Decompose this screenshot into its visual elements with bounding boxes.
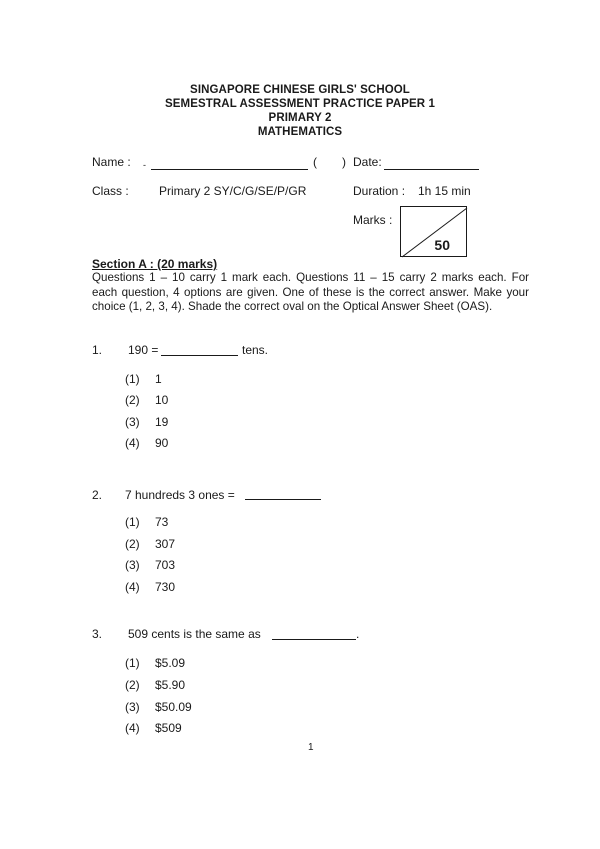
register-open-paren: (: [313, 155, 317, 169]
q1-option-3-label: (3): [125, 415, 140, 429]
question-2-blank: [245, 499, 321, 500]
name-blank: [151, 169, 308, 170]
q2-option-2-label: (2): [125, 537, 140, 551]
name-label: Name :: [92, 155, 131, 169]
question-1-stem-end: tens.: [242, 343, 269, 357]
duration-value: 1h 15 min: [418, 184, 471, 198]
marks-total: 50: [434, 237, 450, 253]
marks-label: Marks :: [353, 213, 393, 227]
q1-option-4-text: 90: [155, 436, 169, 450]
q3-option-3-text: $50.09: [155, 700, 192, 714]
section-instructions: Questions 1 – 10 carry 1 mark each. Questions 11 – 15 carry 2 marks each. For each question, 4 options are given. One of these is the correct answer. Make your choice (1, 2, 3, 4). Shade the correct oval on the Optical Answer Sheet (OAS).: [92, 271, 529, 314]
duration-label: Duration :: [353, 184, 406, 198]
q2-option-3-text: 703: [155, 558, 176, 572]
subject-title: MATHEMATICS: [257, 126, 343, 138]
q2-option-1-text: 73: [155, 515, 169, 529]
q2-option-4-text: 730: [155, 580, 176, 594]
q3-option-2-text: $5.90: [155, 678, 186, 692]
question-1-blank: [161, 355, 238, 356]
q2-option-2-text: 307: [155, 537, 176, 551]
q2-option-3-label: (3): [125, 558, 140, 572]
school-name: SINGAPORE CHINESE GIRLS' SCHOOL: [190, 84, 410, 96]
q1-option-2-label: (2): [125, 393, 140, 407]
q1-option-3-text: 19: [155, 415, 169, 429]
date-label: Date:: [353, 155, 382, 169]
question-3-stem: 509 cents is the same as: [128, 627, 261, 641]
q1-option-1-text: 1: [155, 372, 162, 386]
question-1-number: 1.: [92, 343, 103, 357]
class-value: Primary 2 SY/C/G/SE/P/GR: [159, 184, 307, 198]
register-close-paren: ): [342, 155, 346, 169]
q3-option-4-label: (4): [125, 721, 140, 735]
level-title: PRIMARY 2: [268, 112, 332, 124]
marks-box: [400, 206, 467, 257]
date-blank: [384, 169, 479, 170]
q3-option-3-label: (3): [125, 700, 140, 714]
q3-option-1-label: (1): [125, 656, 140, 670]
name-dash: -: [143, 160, 146, 170]
q3-option-4-text: $509: [155, 721, 182, 735]
question-2-number: 2.: [92, 488, 103, 502]
question-3-number: 3.: [92, 627, 103, 641]
question-1-stem: 190 =: [128, 343, 159, 357]
page-number: 1: [308, 742, 314, 753]
q3-option-2-label: (2): [125, 678, 140, 692]
question-2-stem: 7 hundreds 3 ones =: [125, 488, 235, 502]
q3-option-1-text: $5.09: [155, 656, 186, 670]
paper-title: SEMESTRAL ASSESSMENT PRACTICE PAPER 1: [165, 98, 435, 110]
q2-option-1-label: (1): [125, 515, 140, 529]
q2-option-4-label: (4): [125, 580, 140, 594]
question-3-stem-end: .: [356, 627, 360, 641]
class-label: Class :: [92, 184, 129, 198]
q1-option-2-text: 10: [155, 393, 169, 407]
q1-option-4-label: (4): [125, 436, 140, 450]
q1-option-1-label: (1): [125, 372, 140, 386]
question-3-blank: [272, 639, 356, 640]
section-title: Section A : (20 marks): [92, 257, 218, 271]
